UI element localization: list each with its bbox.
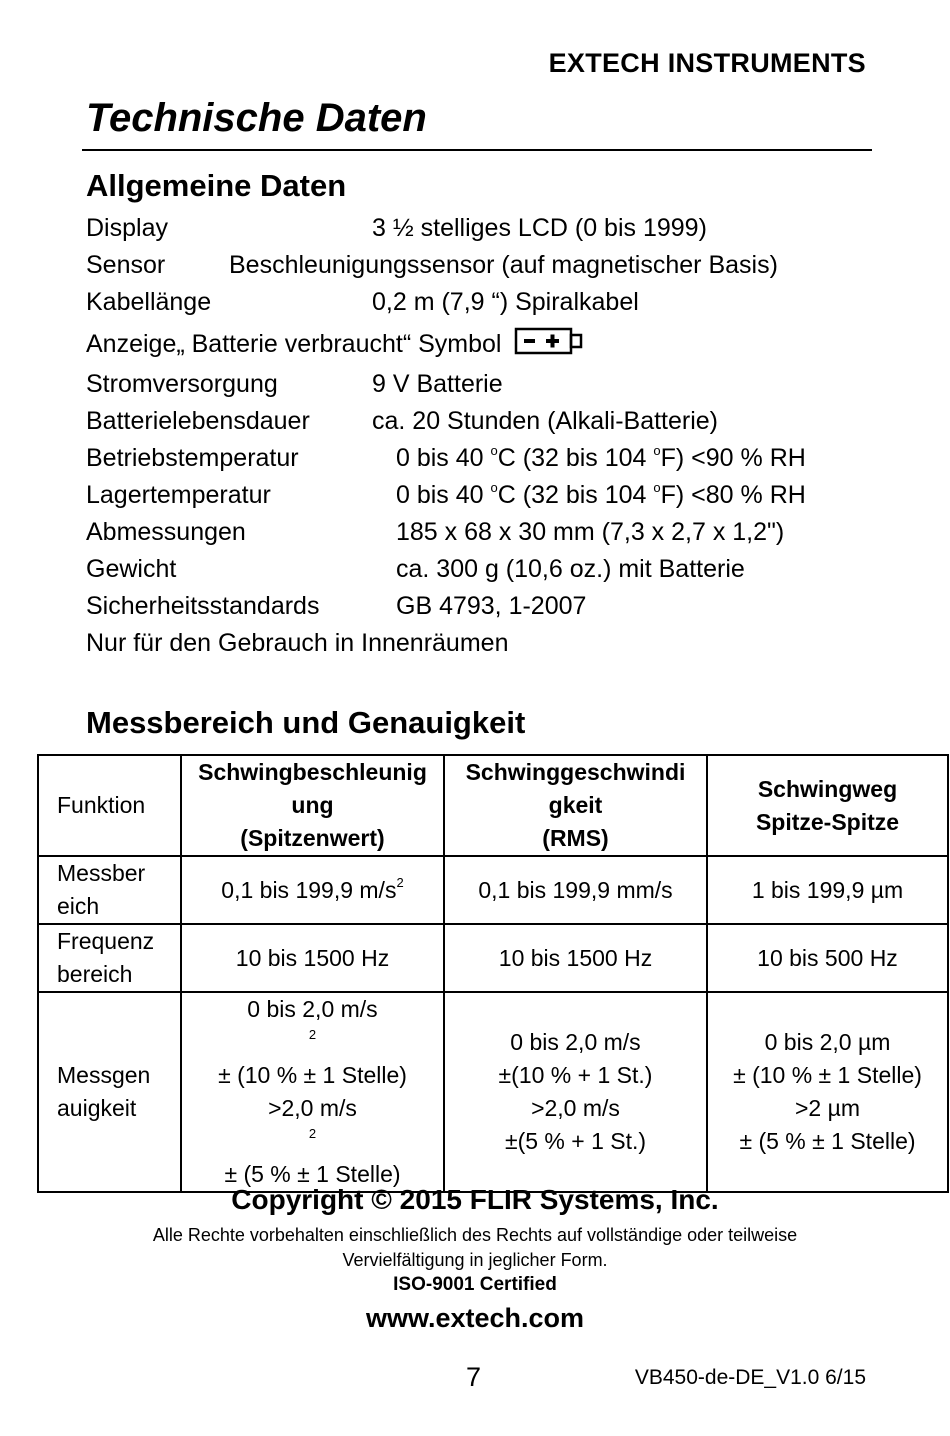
range-velocity-cell: 0,1 bis 199,9 mm/s xyxy=(444,856,707,924)
spec-value: 0,2 m (7,9 “) Spiralkabel xyxy=(372,288,639,316)
col-header-velocity: Schwinggeschwindi gkeit (RMS) xyxy=(444,755,707,856)
accuracy-velocity-cell: 0 bis 2,0 m/s ±(10 % + 1 St.) >2,0 m/s ±(5 % + 1 St.) xyxy=(444,992,707,1192)
accuracy-displacement-cell: 0 bis 2,0 µm ± (10 % ± 1 Stelle) >2 µm ± (5 % ± 1 Stelle) xyxy=(707,992,948,1192)
spec-label: Lagertemperatur xyxy=(86,481,271,509)
table-row-frequency xyxy=(38,924,948,992)
spec-label xyxy=(86,321,586,368)
title-divider xyxy=(82,149,872,151)
spec-label: Kabellänge xyxy=(86,288,212,316)
accuracy-heading: Messbereich und Genauigkeit xyxy=(86,705,526,740)
col-header-displacement: Schwingweg Spitze-Spitze xyxy=(707,755,948,856)
table-row-range xyxy=(38,856,948,924)
col-header-acceleration: Schwingbeschleunig ung (Spitzenwert) xyxy=(181,755,444,856)
spec-row-power xyxy=(86,366,886,403)
spec-label: Betriebstemperatur xyxy=(86,444,299,472)
spec-value: 0 bis 40 $^o$C (32 bis 104 $^o$F) <80 % RH xyxy=(396,480,806,509)
website-url: www.extech.com xyxy=(365,1303,585,1333)
spec-value: ca. 300 g (10,6 oz.) mit Batterie xyxy=(396,555,745,583)
col-header-function: Funktion xyxy=(38,755,181,856)
page-title: Technische Daten xyxy=(86,96,427,140)
spec-row-operating-temp xyxy=(86,440,886,477)
spec-label: Gewicht xyxy=(86,555,177,583)
accuracy-table xyxy=(37,754,949,1193)
document-code: VB450-de-DE_V1.0 6/15 xyxy=(634,1366,866,1389)
range-acceleration-cell: 0,1 bis 199,9 $m/s^2$ xyxy=(181,856,444,924)
general-data-heading: Allgemeine Daten xyxy=(86,168,347,203)
table-header-row xyxy=(38,755,948,856)
battery-indicator-text: Anzeige„ Batterie verbraucht“ Symbol xyxy=(86,330,502,358)
spec-label: Batterielebensdauer xyxy=(86,407,310,435)
spec-value: ca. 20 Stunden (Alkali-Batterie) xyxy=(372,407,719,435)
spec-row-battery-life xyxy=(86,403,886,440)
degree-mark: o xyxy=(653,443,661,458)
iso-certification: ISO-9001 Certified xyxy=(393,1274,557,1295)
spec-value: GB 4793, 1-2007 xyxy=(396,592,587,620)
frequency-acceleration-cell: 10 bis 1500 Hz xyxy=(181,924,444,992)
spec-value: 9 V Batterie xyxy=(372,370,503,398)
degree-mark: o xyxy=(653,480,661,495)
spec-row-storage-temp xyxy=(86,477,886,514)
frequency-displacement-cell: 10 bis 500 Hz xyxy=(707,924,948,992)
row-label-accuracy: Messgen auigkeit xyxy=(38,992,181,1192)
rights-statement: Alle Rechte vorbehalten einschließlich des Rechts auf vollständige oder teilweise Vervielfältigung in jeglicher Form. xyxy=(152,1225,798,1270)
degree-mark: o xyxy=(490,480,498,495)
spec-row-safety xyxy=(86,588,886,625)
spec-row-cable xyxy=(86,284,886,321)
spec-row-battery-indicator xyxy=(86,321,886,366)
degree-mark: o xyxy=(490,443,498,458)
range-displacement-cell: 1 bis 199,9 µm xyxy=(707,856,948,924)
spec-value: Beschleunigungssensor (auf magnetischer Basis) xyxy=(229,251,778,279)
spec-row-weight xyxy=(86,551,886,588)
frequency-velocity-cell: 10 bis 1500 Hz xyxy=(444,924,707,992)
copyright-notice: Copyright © 2015 FLIR Systems, Inc. xyxy=(231,1184,719,1215)
brand-header: EXTECH INSTRUMENTS xyxy=(548,48,866,78)
spec-row-display xyxy=(86,210,886,247)
row-label-range: Messber eich xyxy=(38,856,181,924)
spec-row-dimensions xyxy=(86,514,886,551)
spec-label: Display xyxy=(86,214,168,242)
battery-icon xyxy=(514,327,586,355)
spec-row-sensor xyxy=(86,247,886,284)
general-specs-list xyxy=(86,210,886,662)
page-number: 7 xyxy=(466,1362,482,1392)
spec-label: Sensor xyxy=(86,251,166,279)
accuracy-acceleration-cell: 0 bis 2,0 m/s $^2$ ± (10 % ± 1 Stelle) >2,0 m/s $^2$ ± (5 % ± 1 Stelle) xyxy=(181,992,444,1192)
spec-value: 0 bis 40 $^o$C (32 bis 104 $^o$F) <90 % RH xyxy=(396,443,806,472)
spec-label: Abmessungen xyxy=(86,518,246,546)
indoor-use-note: Nur für den Gebrauch in Innenräumen xyxy=(86,629,509,657)
spec-value: 3 ½ stelliges LCD (0 bis 1999) xyxy=(372,214,707,242)
spec-label: Sicherheitsstandards xyxy=(86,592,320,620)
table-row-accuracy xyxy=(38,992,948,1192)
spec-row-indoor-note xyxy=(86,625,886,662)
row-label-frequency: Frequenz bereich xyxy=(38,924,181,992)
spec-label: Stromversorgung xyxy=(86,370,278,398)
spec-value: 185 x 68 x 30 mm (7,3 x 2,7 x 1,2") xyxy=(396,518,785,546)
